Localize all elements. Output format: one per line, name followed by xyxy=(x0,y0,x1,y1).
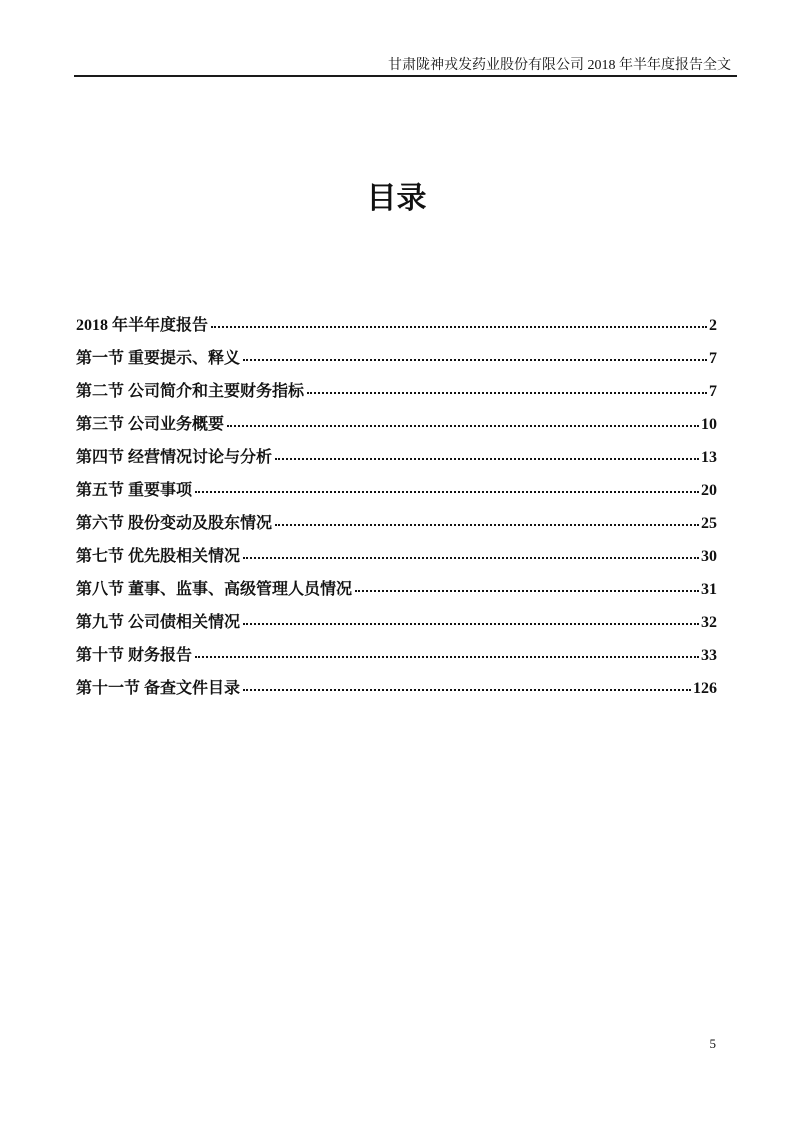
toc-entry-page: 7 xyxy=(709,383,717,400)
toc-entry-page: 10 xyxy=(701,416,717,433)
toc-entry[interactable] xyxy=(76,639,717,672)
toc-dot-leader xyxy=(243,557,699,559)
toc-entry[interactable] xyxy=(76,342,717,375)
toc-entry-page: 2 xyxy=(709,317,717,334)
toc-entry-label: 2018 年半年度报告 xyxy=(76,317,209,334)
toc-entry[interactable] xyxy=(76,672,717,705)
toc-entry-label: 第七节 优先股相关情况 xyxy=(76,548,241,565)
toc-entry[interactable] xyxy=(76,441,717,474)
toc-entry-page: 33 xyxy=(701,647,717,664)
toc-dot-leader xyxy=(227,425,699,427)
toc-entry-label: 第十一节 备查文件目录 xyxy=(76,680,241,697)
toc-dot-leader xyxy=(275,524,699,526)
header-title: 甘肃陇神戎发药业股份有限公司 2018 年半年度报告全文 xyxy=(388,58,731,73)
toc-entry-label: 第四节 经营情况讨论与分析 xyxy=(76,449,273,466)
toc-entry-label: 第一节 重要提示、释义 xyxy=(76,350,241,367)
toc-entry-label: 第二节 公司简介和主要财务指标 xyxy=(76,383,305,400)
toc-entry-label: 第六节 股份变动及股东情况 xyxy=(76,515,273,532)
footer-page-number: 5 xyxy=(709,1036,716,1051)
toc-entry-page: 25 xyxy=(701,515,717,532)
toc-entry[interactable] xyxy=(76,408,717,441)
toc-entry-page: 126 xyxy=(693,680,717,697)
toc-entry-page: 20 xyxy=(701,482,717,499)
toc-entry-label: 第三节 公司业务概要 xyxy=(76,416,225,433)
toc-dot-leader xyxy=(307,392,707,394)
toc-dot-leader xyxy=(211,326,707,328)
toc-entry[interactable] xyxy=(76,507,717,540)
toc-dot-leader xyxy=(243,623,699,625)
toc-dot-leader xyxy=(243,359,707,361)
toc-dot-leader xyxy=(195,656,699,658)
page-footer xyxy=(710,1036,717,1052)
toc-entry[interactable] xyxy=(76,309,717,342)
toc-entry-page: 13 xyxy=(701,449,717,466)
toc-entry[interactable] xyxy=(76,375,717,408)
toc-entry-page: 31 xyxy=(701,581,717,598)
toc-list xyxy=(76,309,717,705)
toc-entry[interactable] xyxy=(76,606,717,639)
toc-entry[interactable] xyxy=(76,573,717,606)
toc-dot-leader xyxy=(355,590,699,592)
toc-entry[interactable] xyxy=(76,540,717,573)
toc-entry-label: 第五节 重要事项 xyxy=(76,482,193,499)
page-title: 目录 xyxy=(366,182,427,215)
toc-dot-leader xyxy=(195,491,699,493)
toc-dot-leader xyxy=(275,458,699,460)
toc-dot-leader xyxy=(243,689,691,691)
toc-entry-page: 30 xyxy=(701,548,717,565)
toc-entry-page: 32 xyxy=(701,614,717,631)
header-rule xyxy=(74,75,737,77)
toc-entry-label: 第九节 公司债相关情况 xyxy=(76,614,241,631)
toc-entry[interactable] xyxy=(76,474,717,507)
toc-entry-page: 7 xyxy=(709,350,717,367)
toc-entry-label: 第八节 董事、监事、高级管理人员情况 xyxy=(76,581,353,598)
toc-entry-label: 第十节 财务报告 xyxy=(76,647,193,664)
